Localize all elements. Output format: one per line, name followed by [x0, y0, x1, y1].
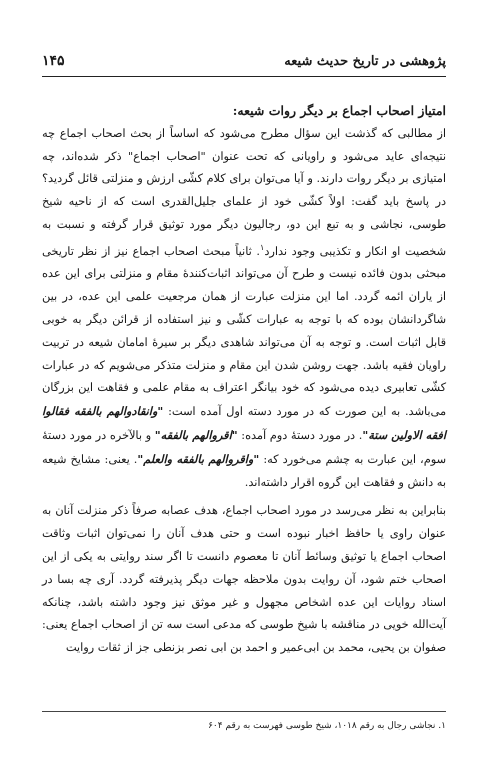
footnote-reference[interactable]: ۱	[260, 242, 265, 252]
section-heading: امتیاز اصحاب اجماع بر دیگر روات شیعه:	[232, 103, 446, 118]
quote-third-group: "واقروالهم بالفقه والعلم"	[137, 451, 260, 466]
quote-first-group: "وانقادوالهم بالفقه فقالوا افقه الاولین ستة"	[42, 404, 446, 442]
quote-second-group: "اقروالهم بالفقه"	[154, 427, 238, 442]
page-number: ۱۴۵	[42, 53, 65, 69]
paragraph-1	[42, 123, 446, 495]
paragraph-1-text-c: . در مورد دستهٔ دوم آمده:	[237, 428, 363, 442]
footnote: ۱. نجاشی رجال به رقم ۱۰۱۸، شیخ طوسی فهرست به رقم ۶۰۴	[208, 721, 446, 731]
footnote-divider	[42, 711, 446, 712]
page-body	[42, 100, 446, 660]
paragraph-1-text-b: . ثانیاً مبحث اصحاب اجماع نیز از نظر تاریخی مبحثی بدون فائده نیست و طرح آن می‌تواند اثبات‌کنندهٔ مقام و منزلتی برای این عده از یاران ائمه گردد. اما این منزلت عبارت از همان مرجعیت علمی این عده، در بین شاگردانشان بوده که با توجه به عبارات کشّی و نیز استفاده از قرائن دیگر به خوبی قابل اثبات است. و توجه به آن می‌تواند شاهدی دیگر بر سیرهٔ امامان شیعه در تربیت راویان فقیه باشد. جهت روشن شدن این مقام و منزلت متذکر می‌شویم که در عبارات کشّی تعابیری دیده می‌شود که خود بیانگر اعتراف به مقام علمی و فقاهت این بزرگان می‌باشد. به این صورت که در مورد دسته اول آمده است:	[42, 244, 446, 419]
paragraph-1-text-a: از مطالبی که گذشت این سؤال مطرح می‌شود که اساساً از بحث اصحاب اجماع چه نتیجه‌ای عاید می‌شود و راویانی که تحت عنوان "اصحاب اجماع" ذکر شده‌اند، چه امتیازی بر دیگر روات دارند. و آیا می‌توان برای کلام کشّی ارزش و منزلتی قائل گردید؟ در پاسخ باید گفت: اولاً کشّی خود از علمای جلیل‌القدری است که از ناحیه شیخ طوسی، نجاشی و به تبع این دو، رجالیون دیگر مورد توثیق قرار گرفته و نسبت به شخصیت او انکار و تکذیبی وجود ندارد	[42, 126, 446, 258]
running-title: پژوهشی در تاریخ حدیث شیعه	[284, 53, 446, 69]
page-header	[42, 50, 446, 77]
paragraph-1-text-d: و بالآخره در مورد دستهٔ سوم، این عبارت به چشم می‌خورد که:	[42, 428, 447, 466]
paragraph-2: بنابراین به نظر می‌رسد در مورد اصحاب اجماع، هدف عصابه صرفاً ذکر منزلت آنان به عنوان راوی یا حافظ اخبار نبوده است و حتی هدف آنان را نمی‌توان اثبات وثاقت اصحاب اجماع یا توثیق وسائط آنان تا معصوم دانست تا اگر سند روایتی به یکی از این اصحاب ختم شود، آن روایت بدون ملاحظه جهات دیگر پذیرفته گردد. آری چه بسا در اسناد روایات این عده اشخاص مجهول و غیر موثق نیز وجود داشته باشد، چنانکه آیت‌الله خویی در مناقشه با شیخ طوسی که مدعی است سه تن از اصحاب اجماع یعنی: صفوان بن یحیی، محمد بن ابی‌عمیر و احمد بن ابی نصر بزنطی جز از ثقات روایت	[42, 504, 446, 655]
paragraph-1-text-e: . یعنی: مشایخ شیعه به دانش و فقاهت این گروه اقرار داشته‌اند.	[42, 452, 446, 489]
